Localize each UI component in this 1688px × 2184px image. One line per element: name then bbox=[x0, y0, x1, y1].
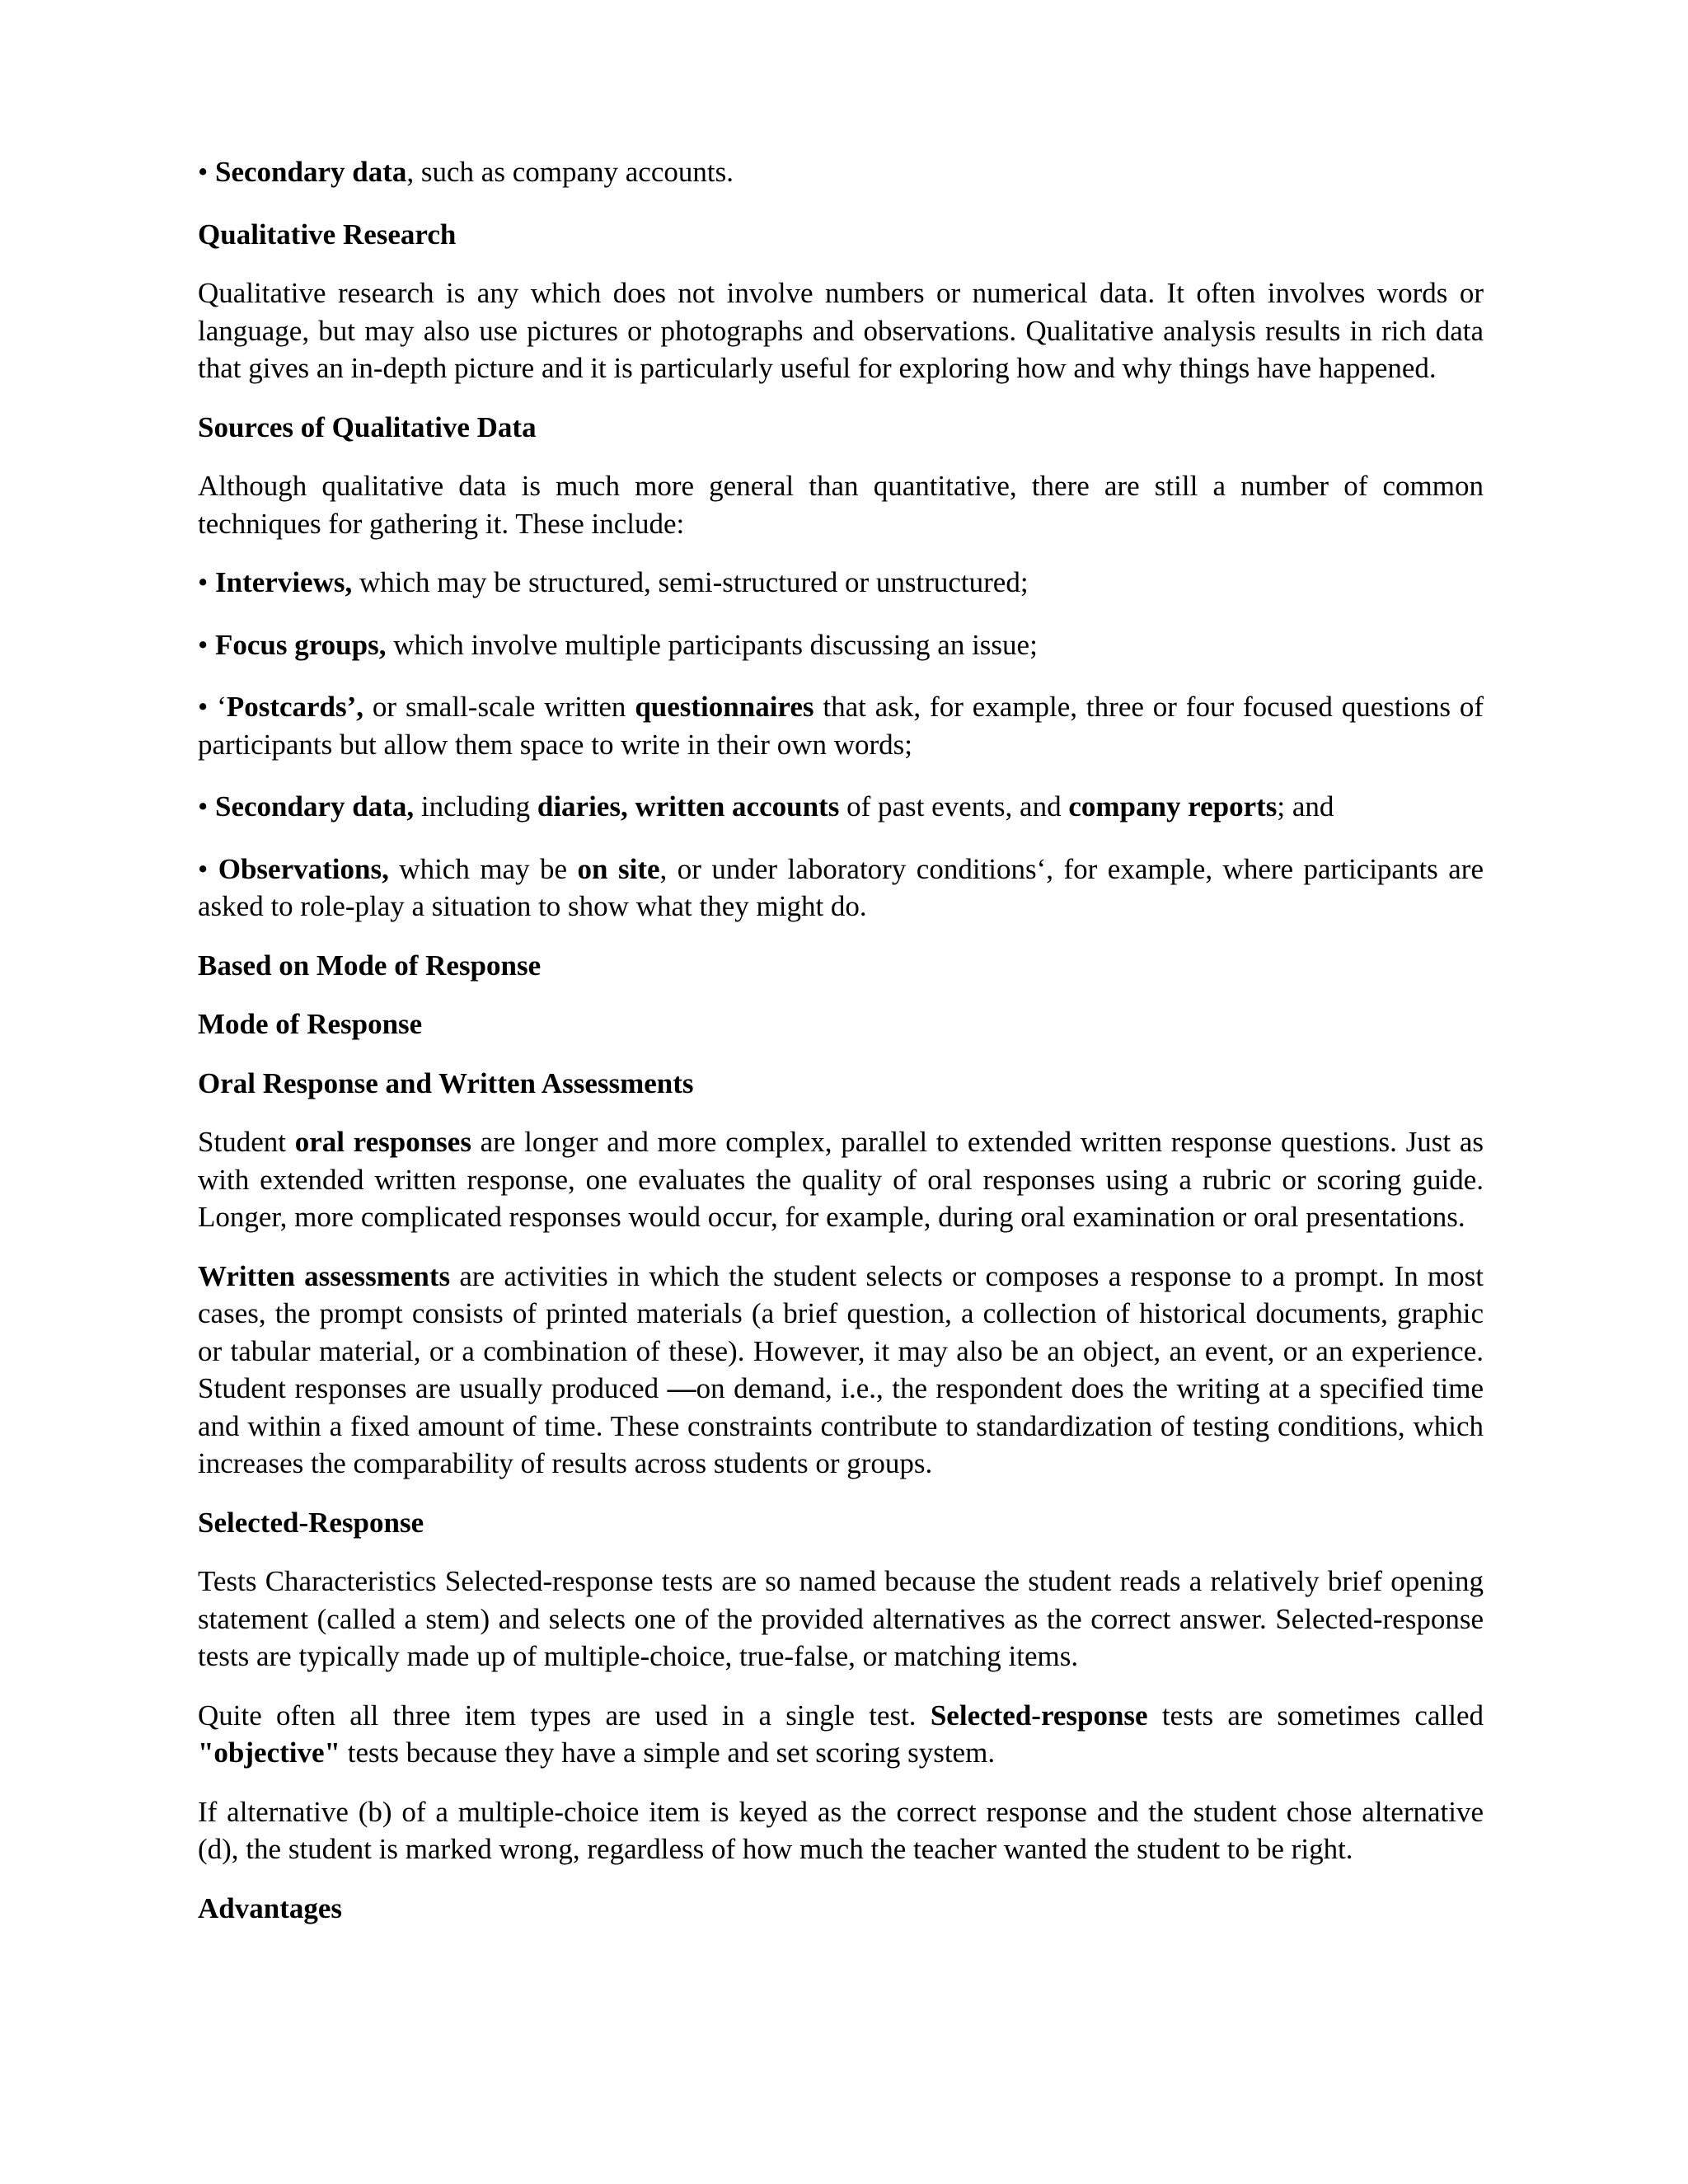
bullet-focus-groups: • Focus groups, which involve multiple participants discussing an issue; bbox=[198, 628, 1038, 661]
heading-sources-qualitative-data: Sources of Qualitative Data bbox=[198, 410, 537, 443]
paragraph-sources-intro: Although qualitative data is much more general than quantitative, there are still a number of common techniques for gathering it. These include: bbox=[198, 470, 1484, 540]
paragraph-selected-response-1: Tests Characteristics Selected-response tests are so named because the student reads a relatively brief opening statement (called a stem) and selects one of the provided alternatives as the correct answer. Selected-response tests are typically made up of multiple-choice, true-false, or matching items. bbox=[198, 1565, 1484, 1672]
paragraph-selected-response-3: If alternative (b) of a multiple-choice item is keyed as the correct response and the student chose alternative (d), the student is marked wrong, regardless of how much the teacher wanted the student to be right. bbox=[198, 1795, 1484, 1865]
document-page bbox=[198, 153, 1484, 1948]
paragraph-qualitative-research: Qualitative research is any which does not involve numbers or numerical data. It often involves words or language, but may also use pictures or photographs and observations. Qualitative analysis results in rich data that gives an in-depth picture and it is particularly useful for exploring how and why things have happened. bbox=[198, 277, 1484, 384]
bullet-secondary-accounts: • Secondary data, such as company accounts. bbox=[198, 156, 734, 188]
heading-mode-of-response: Mode of Response bbox=[198, 1008, 423, 1040]
bullet-interviews: • Interviews, which may be structured, semi-structured or unstructured; bbox=[198, 566, 1029, 598]
heading-advantages: Advantages bbox=[198, 1891, 343, 1924]
heading-selected-response: Selected-Response bbox=[198, 1506, 424, 1539]
paragraph-written-assessments: Written assessments are activities in which the student selects or composes a response to a prompt. In most cases, the prompt consists of printed materials (a brief question, a collection of historical documents, graphic or tabular material, or a combination of these). However, it may also be an object, an event, or an experience. Student responses are usually produced ―on demand, i.e., the respondent does the writing at a specified time and within a fixed amount of time. These constraints contribute to standardization of testing conditions, which increases the comparability of results across students or groups. bbox=[198, 1259, 1484, 1479]
bullet-glyph: • bbox=[198, 156, 209, 188]
bullet-postcards: • ‘Postcards’, or small-scale written questionnaires that ask, for example, three or four focused questions of participants but allow them space to write in their own words; bbox=[198, 691, 1484, 761]
heading-based-on-mode: Based on Mode of Response bbox=[198, 949, 542, 982]
paragraph-selected-response-2: Quite often all three item types are used in a single test. Selected-response tests are sometimes called "objective" tests because they have a simple and set scoring system. bbox=[198, 1699, 1484, 1769]
bullet-secondary-data: • Secondary data, including diaries, written accounts of past events, and company reports; and bbox=[198, 790, 1334, 823]
heading-oral-written: Oral Response and Written Assessments bbox=[198, 1066, 694, 1099]
paragraph-oral-responses: Student oral responses are longer and more complex, parallel to extended written response questions. Just as with extended written response, one evaluates the quality of oral responses using a rubric or scoring guide. Longer, more complicated responses would occur, for example, during oral examination or oral presentations. bbox=[198, 1126, 1484, 1233]
heading-qualitative-research: Qualitative Research bbox=[198, 218, 457, 251]
bullet-observations: • Observations, which may be on site, or under laboratory conditions‘, for example, where participants are asked to role-play a situation to show what they might do. bbox=[198, 852, 1484, 922]
